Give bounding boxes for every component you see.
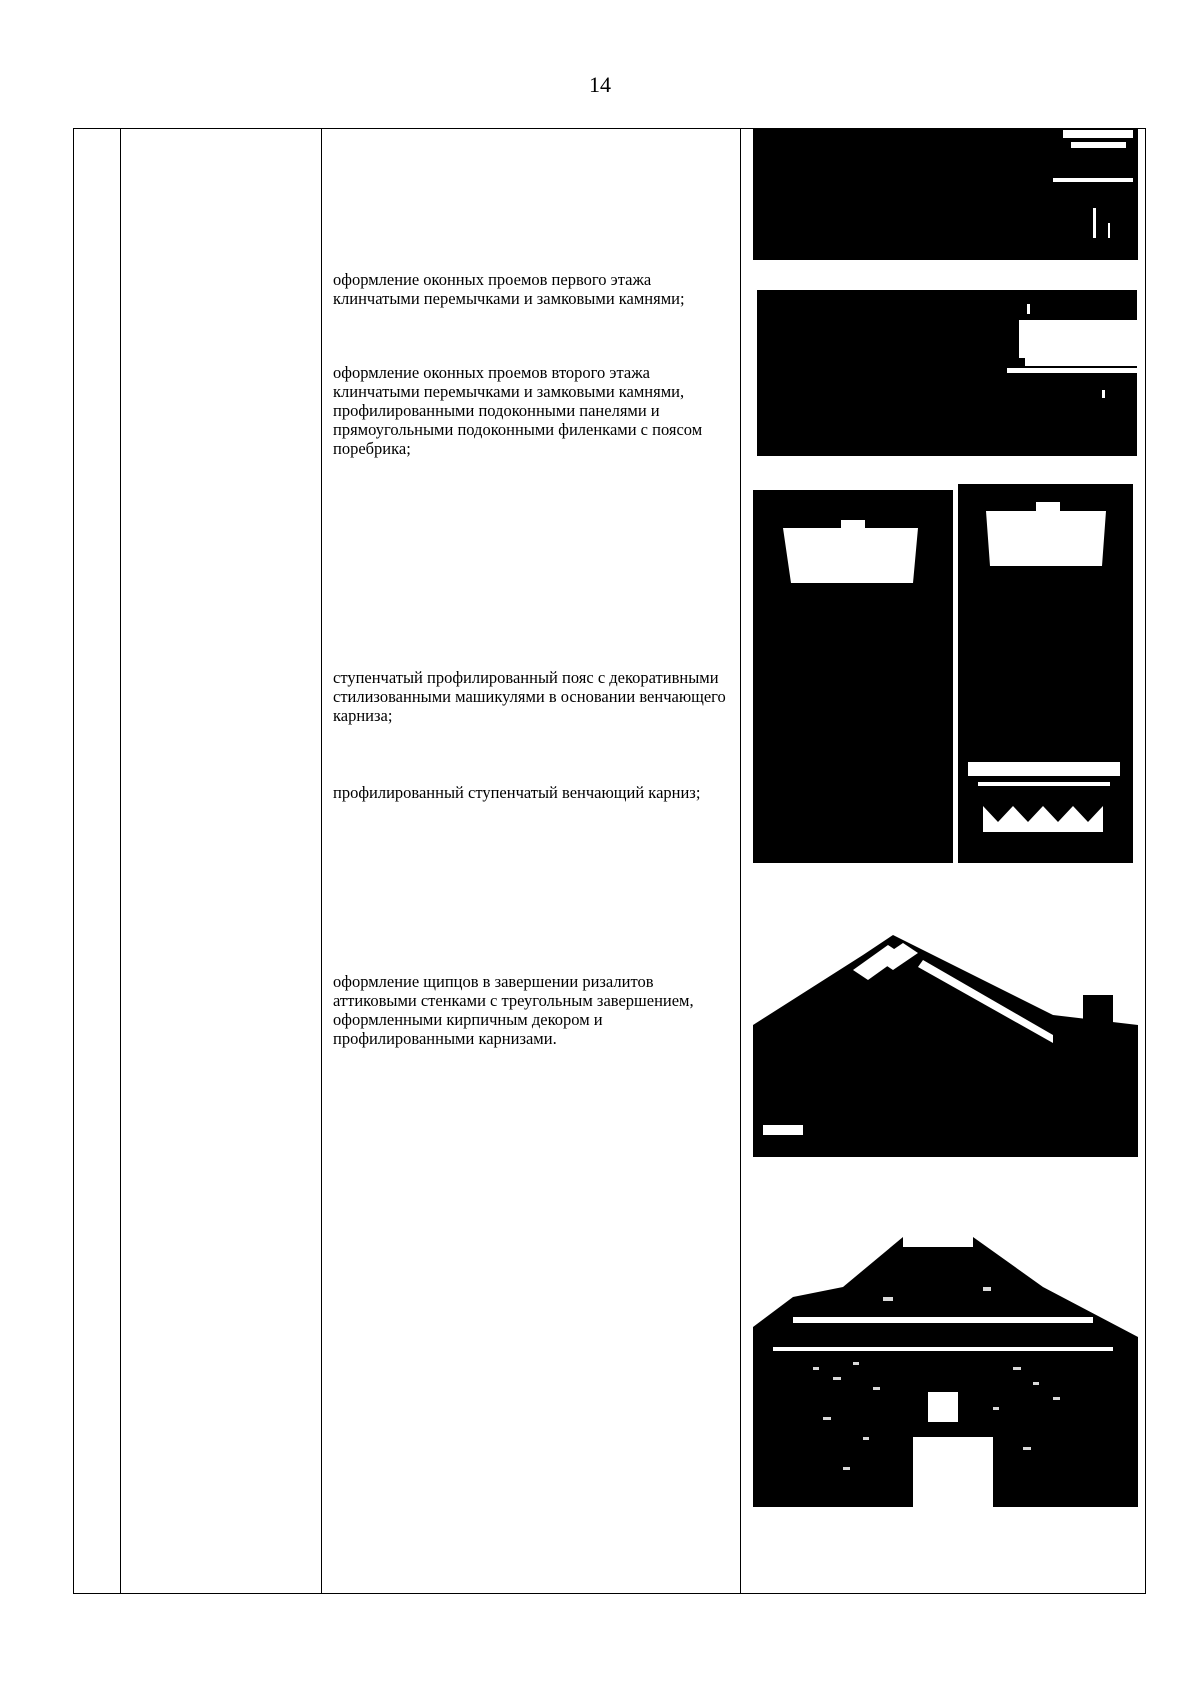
column-divider — [120, 129, 121, 1593]
description-item: оформление оконных проемов второго этажа клинчатыми перемычками и замковыми камнями, профилированными подоконными панелями и прямоугольными подоконными филенками с поясом поребрика; — [333, 363, 703, 458]
column-divider — [321, 129, 322, 1593]
window-keystones-photo-right — [958, 484, 1133, 863]
window-lintels-photo — [757, 290, 1137, 456]
column-divider — [740, 129, 741, 1593]
description-item: ступенчатый профилированный пояс с декоративными стилизованными машикулями в основании венчающего карниза; — [333, 668, 726, 725]
description-item: оформление оконных проемов первого этажа клинчатыми перемычками и замковыми камнями; — [333, 270, 685, 308]
window-keystones-photo-left — [753, 490, 953, 863]
gable-brick-facade-photo — [753, 1227, 1138, 1507]
page-number: 14 — [589, 72, 611, 97]
gable-roof-photo — [753, 925, 1138, 1157]
facade-photo-top — [753, 128, 1138, 260]
description-item: оформление щипцов в завершении ризалитов аттиковыми стенками с треугольным завершением, оформленными кирпичным декором и профилированными карнизами. — [333, 972, 694, 1048]
description-item: профилированный ступенчатый венчающий карниз; — [333, 783, 701, 802]
